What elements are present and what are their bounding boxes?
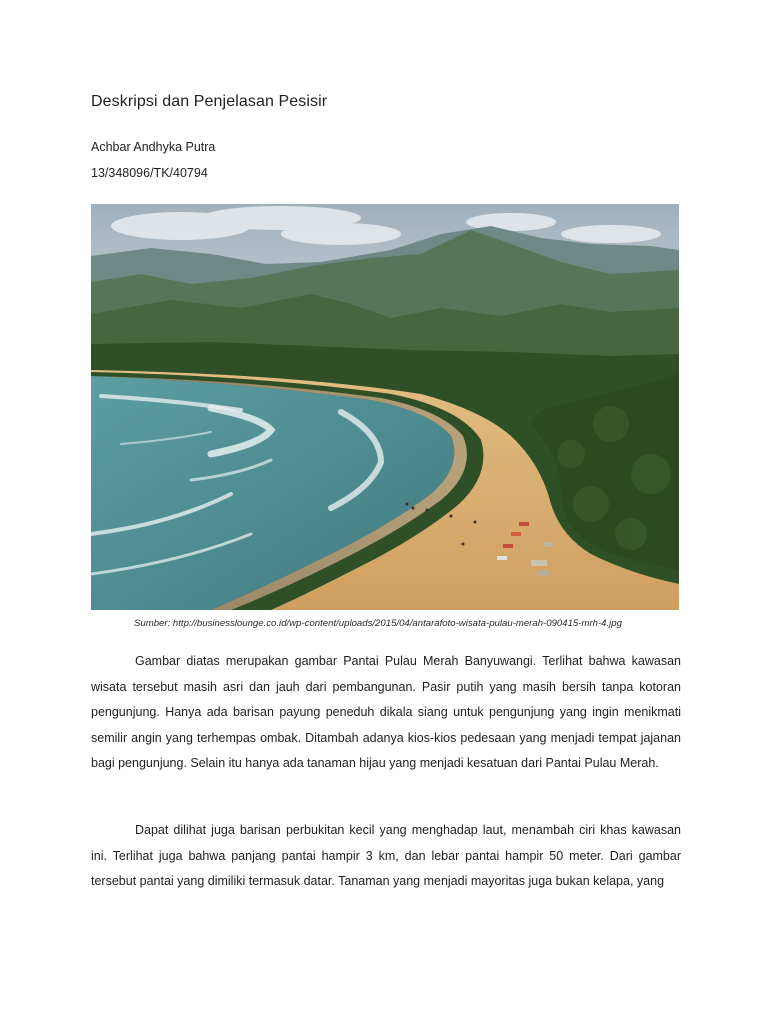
paragraph-1-text: Gambar diatas merupakan gambar Pantai Pulau Merah Banyuwangi. Terlihat bahwa kawasan wisata tersebut masih asri dan jauh dari pembangunan. Pasir putih yang masih bersih tanpa kotoran pengunjung. Hanya ada barisan payung peneduh dikala siang untuk pengunjung yang ingin menikmati semilir angin yang terhempas ombak. Ditambah adanya kios-kios pedesaan yang menjadi tempat jajanan bagi pengunjung. Selain itu hanya ada tanaman hijau yang menjadi kesatuan dari Pantai Pulau Merah. — [91, 654, 681, 771]
paragraph-1 — [91, 649, 681, 777]
paragraph-2-text: Dapat dilihat juga barisan perbukitan kecil yang menghadap laut, menambah ciri khas kawasan ini. Terlihat juga bahwa panjang pantai hampir 3 km, dan lebar pantai hampir 50 meter. Dari gambar tersebut pantai yang dimiliki termasuk datar. Tanaman yang menjadi mayoritas juga bukan kelapa, yang — [91, 823, 681, 889]
paragraph-2 — [91, 818, 681, 895]
document-title: Deskripsi dan Penjelasan Pesisir — [91, 93, 328, 110]
beach-photo — [91, 204, 679, 610]
author-name: Achbar Andhyka Putra — [91, 140, 216, 154]
figure-caption: Sumber: http://businesslounge.co.id/wp-content/uploads/2015/04/antarafoto-wisata-pulau-merah-090415-mrh-4.jpg — [134, 618, 622, 629]
student-id: 13/348096/TK/40794 — [91, 166, 208, 180]
